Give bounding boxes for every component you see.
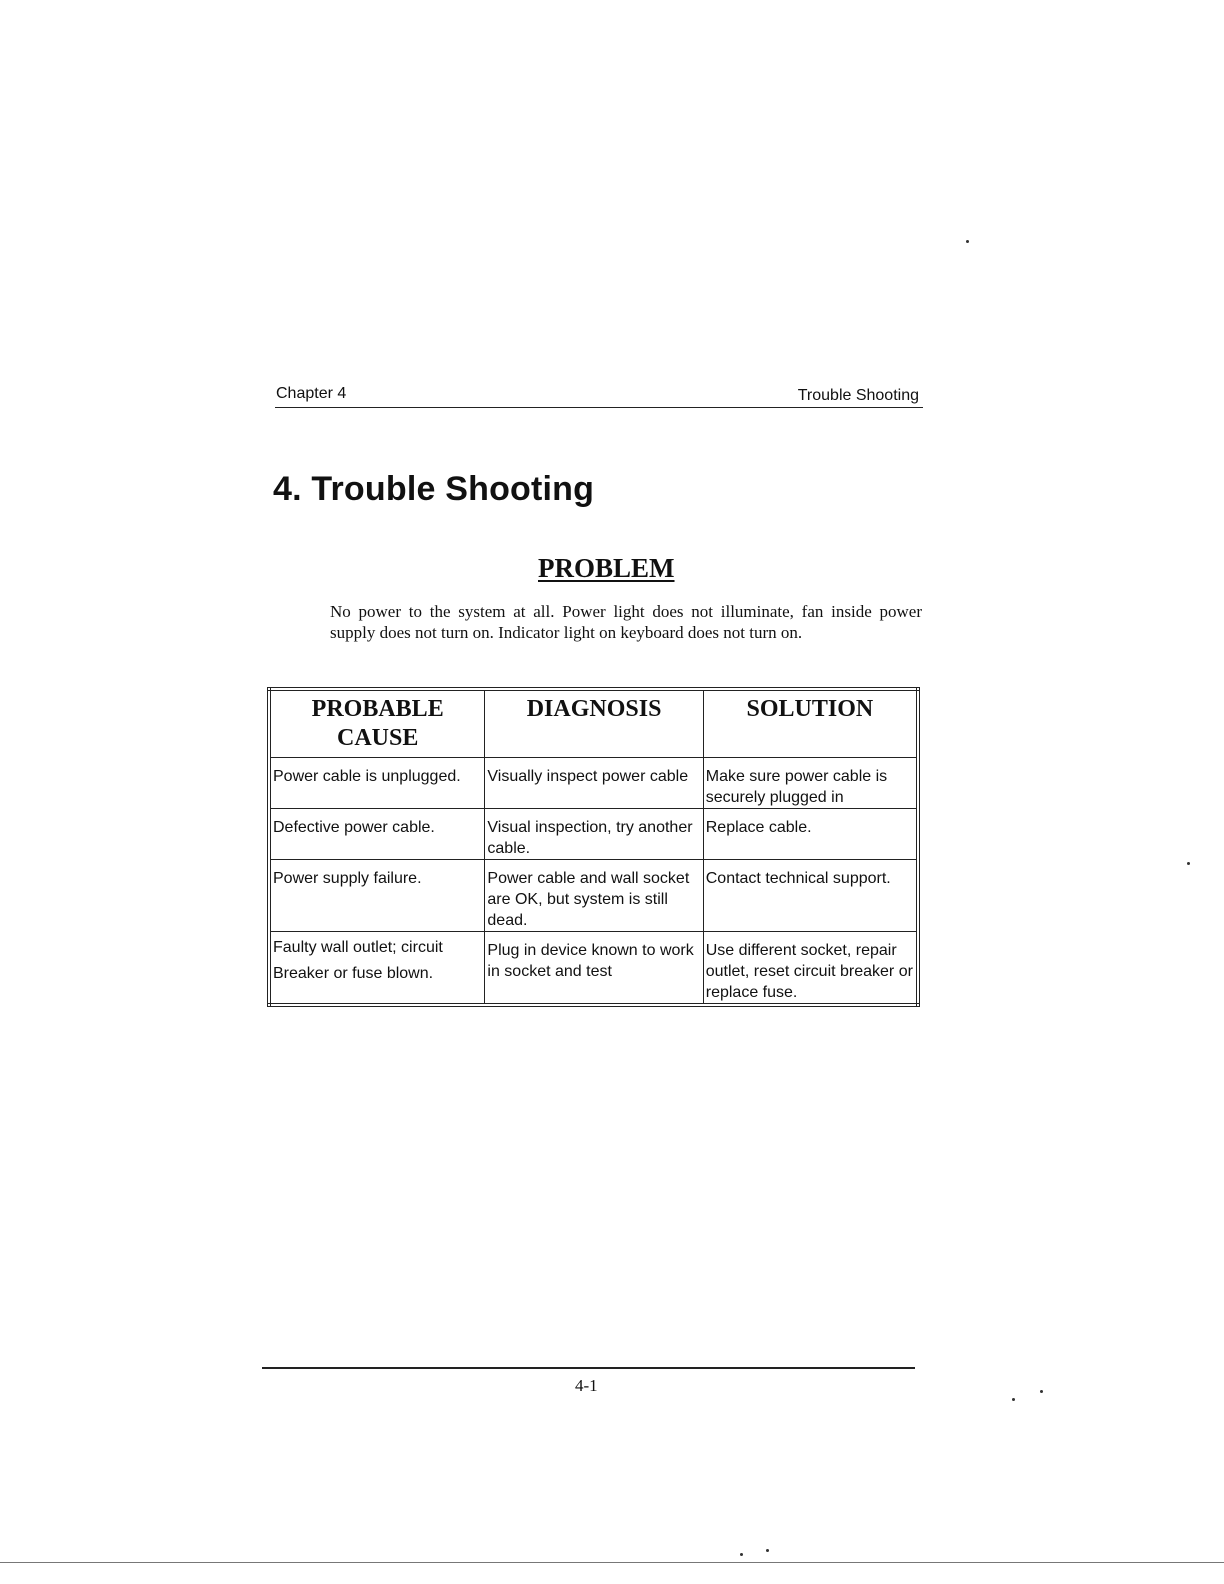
table-row <box>269 809 918 860</box>
scan-speck <box>1040 1390 1043 1393</box>
cause-cell: Power cable is unplugged. <box>269 758 485 809</box>
diagnosis-cell: Plug in device known to work in socket and test <box>485 932 703 1006</box>
header-chapter-label: Chapter 4 <box>276 385 347 402</box>
scan-edge-line <box>0 1562 1224 1563</box>
solution-cell: Replace cable. <box>703 809 918 860</box>
footer-divider <box>262 1367 915 1369</box>
scan-speck <box>766 1549 769 1552</box>
scan-speck <box>740 1553 743 1556</box>
table-row <box>269 932 918 1006</box>
scan-speck <box>1012 1398 1015 1401</box>
header-section-label: Trouble Shooting <box>797 387 919 404</box>
running-header <box>275 383 923 408</box>
troubleshooting-table <box>267 687 920 1007</box>
problem-heading: PROBLEM <box>538 553 675 583</box>
page-number: 4-1 <box>575 1376 598 1395</box>
diagnosis-cell: Visual inspection, try another cable. <box>485 809 703 860</box>
solution-cell: Contact technical support. <box>703 860 918 932</box>
solution-cell: Make sure power cable is securely plugged in <box>703 758 918 809</box>
scan-speck <box>966 240 969 243</box>
header-solution: SOLUTION <box>703 689 918 758</box>
cause-cell: Faulty wall outlet; circuit Breaker or fuse blown. <box>269 932 485 1006</box>
problem-description: No power to the system at all. Power light does not illuminate, fan inside power supply does not turn on. Indicator light on keyboard does not turn on. <box>330 602 922 642</box>
header-probable-cause: PROBABLE CAUSE <box>269 689 485 758</box>
cause-cell: Defective power cable. <box>269 809 485 860</box>
table-row <box>269 860 918 932</box>
scan-speck <box>1187 862 1190 865</box>
diagnosis-cell: Visually inspect power cable <box>485 758 703 809</box>
chapter-title: 4. Trouble Shooting <box>273 470 595 508</box>
table-row <box>269 758 918 809</box>
diagnosis-cell: Power cable and wall socket are OK, but system is still dead. <box>485 860 703 932</box>
cause-cell: Power supply failure. <box>269 860 485 932</box>
header-diagnosis: DIAGNOSIS <box>485 689 703 758</box>
table-header-row <box>269 689 918 758</box>
solution-cell: Use different socket, repair outlet, reset circuit breaker or replace fuse. <box>703 932 918 1006</box>
